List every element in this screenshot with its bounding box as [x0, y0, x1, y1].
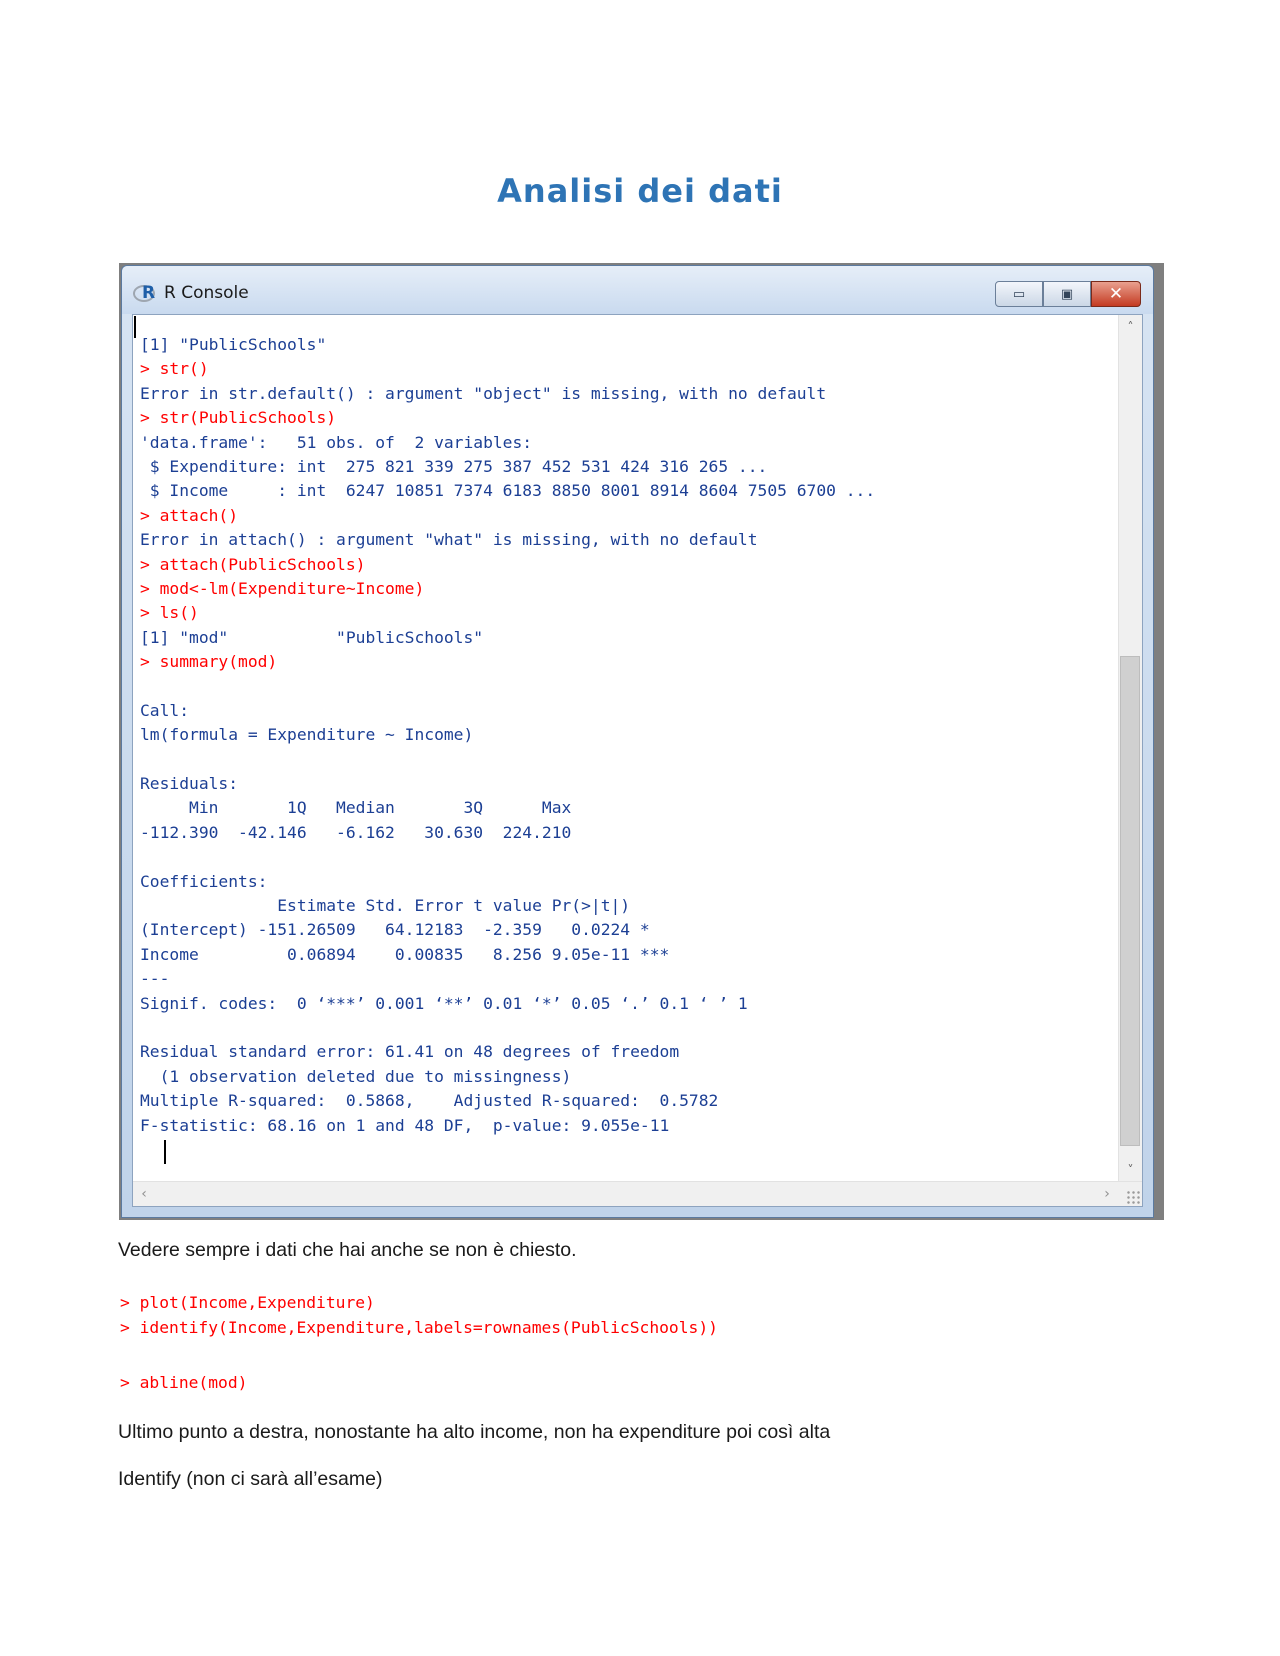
- paragraph-note-1: Vedere sempre i dati che hai anche se non è chiesto.: [118, 1239, 577, 1261]
- console-output-line: $ Income : int 6247 10851 7374 6183 8850 8001 8914 8604 7505 6700 ...: [140, 481, 876, 501]
- paragraph-note-2: Ultimo punto a destra, nonostante ha alto income, non ha expenditure poi così alta: [118, 1421, 831, 1443]
- console-output-line: Error in attach() : argument "what" is missing, with no default: [140, 530, 758, 550]
- window-title: R Console: [164, 283, 249, 303]
- close-button[interactable]: ✕: [1091, 281, 1141, 307]
- minimize-button[interactable]: ▭: [995, 281, 1043, 307]
- scroll-right-icon[interactable]: ›: [1104, 1186, 1110, 1202]
- console-output-line: Residual standard error: 61.41 on 48 degrees of freedom: [140, 1042, 680, 1062]
- horizontal-scrollbar[interactable]: [133, 1181, 1142, 1206]
- console-output-line: [1] "mod" "PublicSchools": [140, 627, 484, 647]
- console-output-line: $ Expenditure: int 275 821 339 275 387 452 531 424 316 265 ...: [140, 456, 768, 476]
- console-text: [140, 333, 1106, 1138]
- console-output-line: 'data.frame': 51 obs. of 2 variables:: [140, 432, 533, 452]
- console-output-line: ---: [140, 969, 170, 989]
- console-output-line: Coefficients:: [140, 871, 268, 891]
- console-output-line: [140, 1016, 1106, 1040]
- window-controls: [995, 281, 1141, 307]
- console-output-line: Residuals:: [140, 774, 239, 794]
- console-output-line: [140, 674, 1106, 698]
- console-output-line: Call:: [140, 700, 190, 720]
- console-output-line: Multiple R-squared: 0.5868, Adjusted R-squared: 0.5782: [140, 1091, 729, 1111]
- scroll-up-icon[interactable]: ˄: [1127, 320, 1134, 334]
- console-command-line: > attach(): [140, 505, 239, 525]
- page-title: Analisi dei dati: [497, 172, 783, 210]
- console-output-line: lm(formula = Expenditure ~ Income): [140, 725, 474, 745]
- r-console-screenshot: [119, 263, 1164, 1220]
- input-caret: [164, 1140, 166, 1164]
- paragraph-note-3: Identify (non ci sarà all’esame): [118, 1468, 383, 1490]
- console-command-line: > str(PublicSchools): [140, 408, 337, 428]
- vertical-scrollbar[interactable]: [1118, 315, 1142, 1182]
- console-output-line: (Intercept) -151.26509 64.12183 -2.359 0.0224 *: [140, 920, 670, 940]
- console-output-line: -112.390 -42.146 -6.162 30.630 224.210: [140, 822, 582, 842]
- console-output-line: [140, 748, 1106, 772]
- code-line-plot: > plot(Income,Expenditure): [120, 1293, 375, 1312]
- maximize-button[interactable]: ▣: [1043, 281, 1091, 307]
- console-output-line: Min 1Q Median 3Q Max: [140, 798, 582, 818]
- console-output-line: Error in str.default() : argument "object" is missing, with no default: [140, 383, 827, 403]
- code-line-identify: > identify(Income,Expenditure,labels=rownames(PublicSchools)): [120, 1318, 718, 1337]
- console-output-line: [1] "PublicSchools": [140, 335, 327, 354]
- scroll-down-icon[interactable]: ˅: [1127, 1163, 1134, 1177]
- scroll-left-icon[interactable]: ‹: [141, 1186, 147, 1202]
- code-line-abline: > abline(mod): [120, 1373, 248, 1392]
- console-output-line: Signif. codes: 0 ‘***’ 0.001 ‘**’ 0.01 ‘*’ 0.05 ‘.’ 0.1 ‘ ’ 1: [140, 993, 748, 1013]
- console-output-line: (1 observation deleted due to missingness): [140, 1066, 572, 1086]
- window-titlebar[interactable]: [122, 266, 1153, 314]
- console-output-area[interactable]: [132, 314, 1143, 1207]
- text-caret: [134, 316, 136, 338]
- scroll-thumb[interactable]: [1120, 656, 1140, 1146]
- r-logo-icon: R: [136, 284, 158, 302]
- console-output-line: Estimate Std. Error t value Pr(>|t|): [140, 895, 670, 915]
- resize-grip-icon[interactable]: [1126, 1190, 1140, 1204]
- console-command-line: > str(): [140, 359, 209, 379]
- console-command-line: > attach(PublicSchools): [140, 554, 366, 574]
- console-command-line: > mod<-lm(Expenditure~Income): [140, 578, 425, 598]
- r-console-window: [121, 265, 1154, 1218]
- console-command-line: > ls(): [140, 603, 199, 623]
- console-output-line: Income 0.06894 0.00835 8.256 9.05e-11 ***: [140, 944, 670, 964]
- console-output-line: [140, 845, 1106, 869]
- console-output-line: F-statistic: 68.16 on 1 and 48 DF, p-value: 9.055e-11: [140, 1115, 670, 1135]
- console-command-line: > summary(mod): [140, 652, 278, 672]
